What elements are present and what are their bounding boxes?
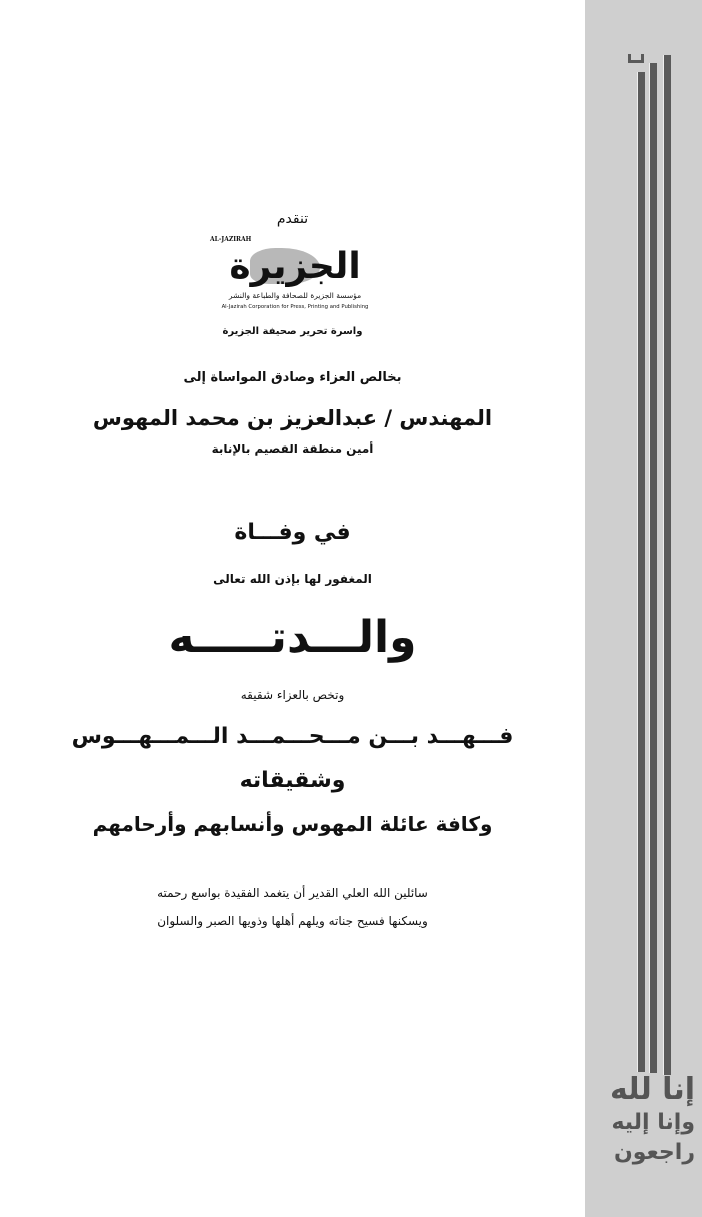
logo-org-arabic: مؤسسة الجزيرة للصحافة والطباعة والنشر (228, 291, 362, 300)
stripe (649, 63, 657, 1073)
stripe (663, 55, 671, 1075)
shadda-mark (628, 54, 644, 63)
verse-line-3: راجعون (613, 1140, 695, 1165)
extended-family: وكافة عائلة المهوس وأنسابهم وأرحامهم (92, 812, 493, 836)
stripe (637, 72, 645, 1072)
verse-line-1: إنا لله (610, 1072, 695, 1107)
sisters-text: وشقيقاته (239, 768, 346, 793)
prayer-line-2: ويسكنها فسيح جناته ويلهم أهلها وذويها الصبر والسلوان (157, 914, 428, 928)
brother-name: فـــهـــد بـــن مـــحـــمـــد الـــمـــهـــوس (71, 724, 514, 749)
deceased-name: والـــدتـــــه (168, 612, 417, 663)
presenter-text: تنقدم (276, 211, 309, 227)
side-panel (585, 0, 702, 1217)
al-jazirah-logo (210, 236, 380, 322)
deceased-prefix: المغفور لها بإذن الله تعالى (213, 572, 372, 586)
verse-line-2: وإنا إليه (611, 1110, 695, 1135)
logo-latin: AL-JAZIRAH (210, 236, 252, 243)
intro-text: بخالص العزاء وصادق المواساة إلى (183, 370, 402, 385)
prayer-line-1: سائلين الله العلي القدير أن يتغمد الفقيدة بواسع رحمته (157, 886, 428, 900)
occasion-text: في وفـــاة (234, 520, 351, 545)
family-text: واسرة تحرير صحيفة الجزيرة (222, 326, 363, 337)
verse-block (585, 1072, 695, 1168)
logo-arabic: الجزيرة (229, 246, 361, 287)
logo-org-english: Al-Jazirah Corporation for Press, Printing and Publishing (221, 304, 369, 310)
special-intro: وتخص بالعزاء شقيقه (240, 688, 345, 702)
recipient-name: المهندس / عبدالعزيز بن محمد المهوس (92, 406, 493, 430)
recipient-title: أمين منطقة القصيم بالإنابة (211, 442, 374, 456)
